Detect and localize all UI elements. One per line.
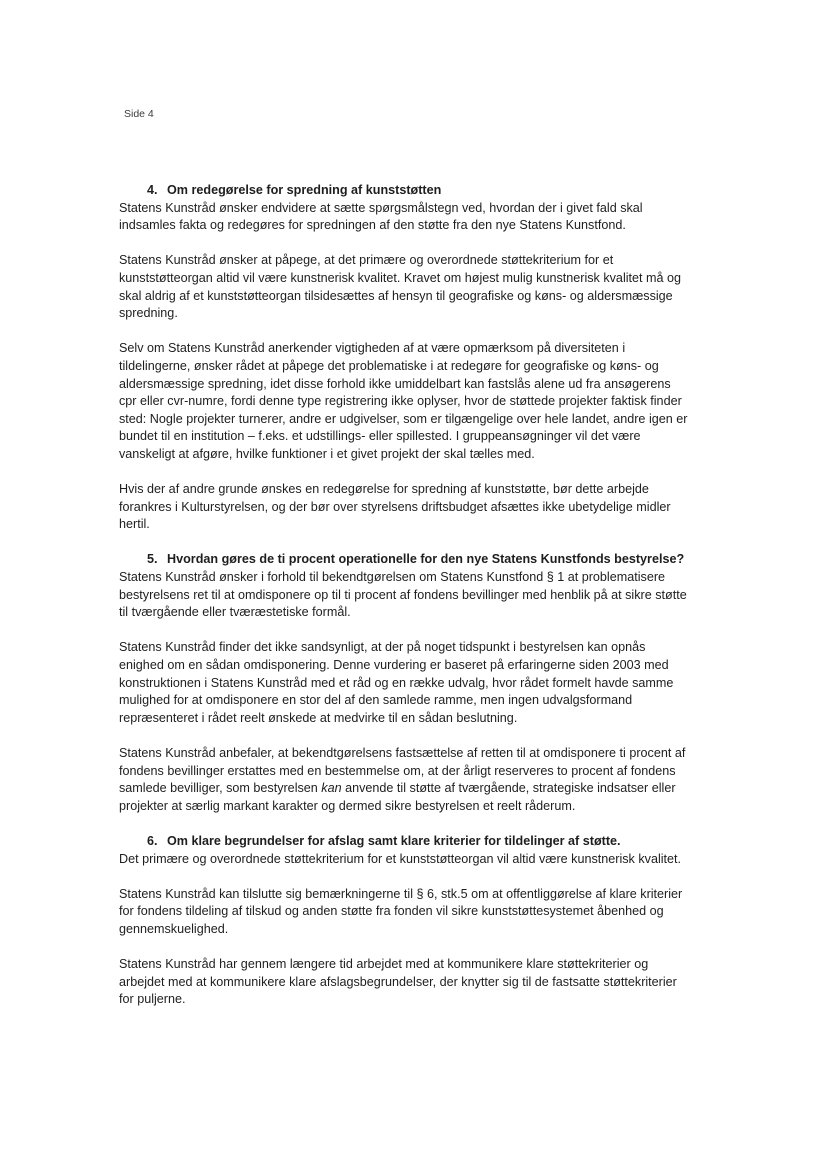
- section-title: Om klare begrundelser for afslag samt klare kriterier for tildelinger af støtte.: [167, 833, 621, 848]
- text-line: gennemskuelighed.: [119, 921, 229, 936]
- section-number: 4.: [147, 183, 158, 197]
- paragraph: [119, 886, 727, 939]
- text-fragment: samlede bevilliger, som bestyrelsen: [119, 781, 322, 796]
- text-line: kunststøtteorgan altid vil være kunstnerisk kvalitet. Kravet om højest mulig kunstnerisk kvalitet må og: [119, 270, 682, 285]
- text-line: Statens Kunstråd ønsker at påpege, at det primære og overordnede støttekriterium for et: [119, 253, 614, 268]
- text-line: Statens Kunstråd har gennem længere tid arbejdet med at kommunikere klare støttekriterier og: [119, 957, 649, 972]
- text-line: spredning.: [119, 306, 178, 321]
- text-line: hertil.: [119, 517, 150, 532]
- paragraph: [119, 200, 727, 235]
- text-line: vanskeligt at afgøre, hvilke funktioner i et givet projekt der skal tælles med.: [119, 446, 535, 461]
- text-line: Statens Kunstråd ønsker i forhold til bekendtgørelsen om Statens Kunstfond § 1 at problematisere: [119, 570, 666, 585]
- text-line: sted: Nogle projekter turnerer, andre er udgivelser, som er tilgængelige over hele landet, andre igen er: [119, 411, 688, 426]
- section-4: [119, 182, 727, 534]
- text-line: skal aldrig af et kunststøtteorgan tilsidesættes af hensyn til geografiske og køns- og aldersmæssige: [119, 288, 673, 303]
- paragraph: [119, 745, 727, 815]
- paragraph: [119, 340, 727, 463]
- text-line: for puljerne.: [119, 992, 186, 1007]
- text-line: indsamles fakta og redegøres for spredningen af den støtte fra den nye Statens Kunstfond.: [119, 218, 626, 233]
- text-line: [119, 780, 727, 798]
- text-line: aldersmæssige spredning, idet disse forhold ikke umiddelbart kan fastslås alene ud fra ansøgerens: [119, 376, 671, 391]
- text-line: konstruktionen i Statens Kunstråd med et råd og en række udvalg, hvor rådet formelt havde samme: [119, 675, 674, 690]
- text-line: tildelingerne, ønsker rådet at påpege det problematiske i at redegøre for geografiske og køns- og: [119, 358, 659, 373]
- text-line: Statens Kunstråd kan tilslutte sig bemærkningerne til § 6, stk.5 om at offentliggørelse af klare kriterier: [119, 886, 683, 901]
- text-line: cpr eller cvr-numre, fordi denne type registrering ikke oplyser, hvor de støttede projekter faktisk finder: [119, 394, 682, 409]
- text-line: forankres i Kulturstyrelsen, og der bør over styrelsens driftsbudget afsættes ikke ubetydelige midler: [119, 499, 671, 514]
- text-line: arbejdet med at kommunikere klare afslagsbegrundelser, der knytter sig til de fastsatte støttekriterier: [119, 974, 677, 989]
- text-line: enighed om en sådan omdisponering. Denne vurdering er baseret på erfaringerne siden 2003 med: [119, 658, 669, 673]
- paragraph: [119, 569, 727, 622]
- text-line: bundet til en institution – f.eks. et udstillings- eller spillested. I gruppeansøgninger vil det være: [119, 429, 641, 444]
- section-6: [119, 833, 727, 1009]
- paragraph: [119, 851, 727, 869]
- text-line: Selv om Statens Kunstråd anerkender vigtigheden af at være opmærksom på diversiteten i: [119, 341, 626, 356]
- text-line: fondens bevillinger erstattes med en bestemmelse om, at der årligt reserveres to procent af fondens: [119, 763, 676, 778]
- emphasis-text: kan: [321, 781, 342, 796]
- text-fragment: anvende til støtte af tværgående, strategiske indsatser eller: [341, 781, 676, 796]
- document-body: [119, 182, 727, 1027]
- text-line: til tværgående eller tværæstetiske formål.: [119, 605, 351, 620]
- page-number: Side 4: [124, 108, 154, 120]
- text-line: Det primære og overordnede støttekriterium for et kunststøtteorgan vil altid være kunstnerisk kvalitet.: [119, 851, 682, 866]
- paragraph: [119, 639, 727, 727]
- section-title: Om redegørelse for spredning af kunststøtten: [167, 183, 442, 197]
- section-heading: [119, 551, 727, 569]
- text-line: bestyrelsens ret til at omdisponere op til ti procent af fondens bevillinger med henblik på at sikre støtte: [119, 587, 687, 602]
- text-line: repræsenteret i rådet reelt ønskede at medvirke til en sådan beslutning.: [119, 710, 518, 725]
- text-line: mulighed for at omdisponere en stor del af den samlede ramme, men ingen udvalgsformand: [119, 693, 633, 708]
- text-line: projekter at særlig markant karakter og dermed sikre bestyrelsen et reelt råderum.: [119, 798, 576, 813]
- text-line: Hvis der af andre grunde ønskes en redegørelse for spredning af kunststøtte, bør dette arbejde: [119, 482, 649, 497]
- text-line: for fondens tildeling af tilskud og anden støtte fra fonden vil sikre kunststøttesystemet åbenhed og: [119, 904, 664, 919]
- section-number: 5.: [147, 552, 158, 567]
- section-5: [119, 551, 727, 815]
- text-line: Statens Kunstråd anbefaler, at bekendtgørelsens fastsættelse af retten til at omdisponere ti procent af: [119, 746, 686, 760]
- section-heading: [119, 182, 727, 200]
- paragraph: [119, 956, 727, 1009]
- paragraph: [119, 481, 727, 534]
- text-line: Statens Kunstråd finder det ikke sandsynligt, at der på noget tidspunkt i bestyrelsen kan opnås: [119, 640, 646, 655]
- section-heading: [119, 833, 727, 851]
- sections-container: [119, 182, 727, 1009]
- paragraph: [119, 252, 727, 322]
- section-title: Hvordan gøres de ti procent operationelle for den nye Statens Kunstfonds bestyrelse?: [167, 552, 685, 567]
- section-number: 6.: [147, 833, 158, 848]
- text-line: Statens Kunstråd ønsker endvidere at sætte spørgsmålstegn ved, hvordan der i givet fald skal: [119, 200, 643, 215]
